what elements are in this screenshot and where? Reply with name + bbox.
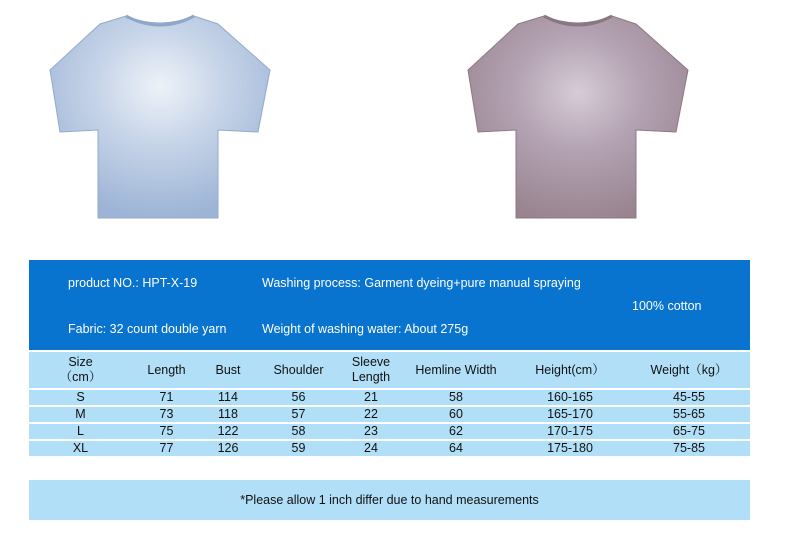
cell-size: S	[29, 390, 132, 407]
cell-size: XL	[29, 441, 132, 458]
product-number: product NO.: HPT-X-19	[68, 276, 198, 290]
tshirt-icon	[48, 8, 272, 222]
cell-height: 175-180	[512, 441, 628, 458]
blue-tshirt-image	[48, 8, 272, 222]
cell-shoulder: 56	[255, 390, 342, 407]
cell-hemline: 60	[400, 407, 512, 424]
header-height: Height(cm）	[512, 352, 628, 390]
cell-length: 77	[132, 441, 201, 458]
table-row	[29, 407, 750, 424]
cell-height: 160-165	[512, 390, 628, 407]
table-row	[29, 390, 750, 407]
header-hemline-width: Hemline Width	[400, 352, 512, 390]
header-sleeve-length: Sleeve Length	[342, 352, 400, 390]
cell-bust: 114	[201, 390, 255, 407]
table-row	[29, 424, 750, 441]
header-shoulder: Shoulder	[255, 352, 342, 390]
cell-weight: 75-85	[628, 441, 750, 458]
cell-height: 170-175	[512, 424, 628, 441]
cell-hemline: 64	[400, 441, 512, 458]
cell-bust: 126	[201, 441, 255, 458]
product-info-band	[29, 260, 750, 350]
cell-sleeve: 24	[342, 441, 400, 458]
cell-hemline: 58	[400, 390, 512, 407]
header-bust: Bust	[201, 352, 255, 390]
cell-length: 71	[132, 390, 201, 407]
table-header-row	[29, 352, 750, 390]
cell-length: 73	[132, 407, 201, 424]
header-size: Size （cm）	[29, 352, 132, 390]
cell-weight: 65-75	[628, 424, 750, 441]
cell-height: 165-170	[512, 407, 628, 424]
cell-bust: 122	[201, 424, 255, 441]
cell-shoulder: 58	[255, 424, 342, 441]
table-row	[29, 441, 750, 458]
mauve-tshirt-image	[466, 8, 690, 222]
cell-weight: 55-65	[628, 407, 750, 424]
measurement-note: *Please allow 1 inch differ due to hand measurements	[29, 480, 750, 520]
material-cotton: 100% cotton	[632, 299, 702, 313]
header-length: Length	[132, 352, 201, 390]
cell-size: L	[29, 424, 132, 441]
cell-hemline: 62	[400, 424, 512, 441]
washing-water-weight: Weight of washing water: About 275g	[262, 322, 469, 336]
cell-shoulder: 57	[255, 407, 342, 424]
fabric-info: Fabric: 32 count double yarn	[68, 322, 227, 336]
header-weight: Weight（kg）	[628, 352, 750, 390]
cell-size: M	[29, 407, 132, 424]
washing-process: Washing process: Garment dyeing+pure manual spraying	[262, 276, 581, 290]
tshirt-icon	[466, 8, 690, 222]
cell-sleeve: 23	[342, 424, 400, 441]
cell-shoulder: 59	[255, 441, 342, 458]
size-table	[29, 352, 750, 458]
cell-sleeve: 21	[342, 390, 400, 407]
cell-length: 75	[132, 424, 201, 441]
cell-weight: 45-55	[628, 390, 750, 407]
cell-sleeve: 22	[342, 407, 400, 424]
cell-bust: 118	[201, 407, 255, 424]
